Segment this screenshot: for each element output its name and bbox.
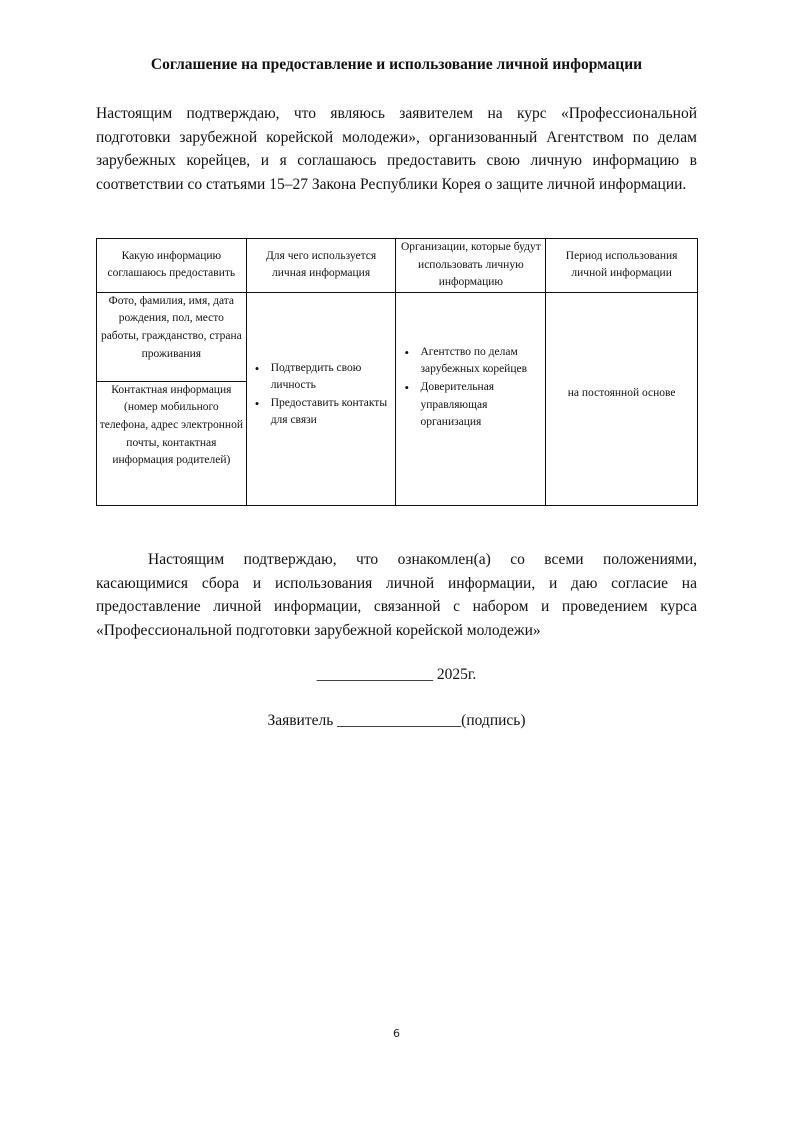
purpose-cell [246, 292, 396, 505]
purpose-item: • Подтвердить свою личность [271, 360, 394, 395]
header-period: Период использования личной информации [546, 239, 698, 293]
organizations-cell [396, 292, 546, 505]
header-purpose: Для чего используется личная информация [246, 239, 396, 293]
document-title: Соглашение на предоставление и использование личной информации [150, 56, 643, 73]
page-number: 6 [393, 1027, 400, 1040]
table-row [97, 292, 698, 381]
purpose-item: • Предоставить контакты для связи [271, 395, 394, 430]
info-item-contacts: Контактная информация (номер мобильного телефона, адрес электронной почты, контактная информация родителей) [97, 381, 247, 505]
intro-paragraph: Настоящим подтверждаю, что являюсь заявителем на курс «Профессиональной подготовки зарубежной корейской молодежи», организованный Агентством по делам зарубежных корейцев, и я соглашаюсь предоставить свою личную информацию в соответствии со статьями 15–27 Закона Республики Корея о защите личной информации. [96, 105, 697, 193]
organization-item: • Доверительная управляющая организация [420, 379, 543, 432]
consent-table [96, 238, 698, 506]
header-info: Какую информацию соглашаюсь предоставить [97, 239, 247, 293]
organization-item: • Агентство по делам зарубежных корейцев [420, 344, 543, 379]
date-line: _______________ 2025г. [316, 666, 477, 683]
header-organizations: Организации, которые будут использовать личную информацию [396, 239, 546, 293]
signature-line: Заявитель ________________(подпись) [267, 712, 526, 729]
info-item-personal: Фото, фамилия, имя, дата рождения, пол, место работы, гражданство, страна проживания [97, 292, 247, 381]
table-header-row [97, 239, 698, 293]
period-cell: на постоянной основе [546, 292, 698, 505]
confirmation-paragraph: Настоящим подтверждаю, что ознакомлен(а) со всеми положениями, касающимися сбора и использования личной информации, и даю согласие на предоставление личной информации, связанной с набором и проведением курса «Профессиональной подготовки зарубежной корейской молодежи» [96, 551, 697, 639]
